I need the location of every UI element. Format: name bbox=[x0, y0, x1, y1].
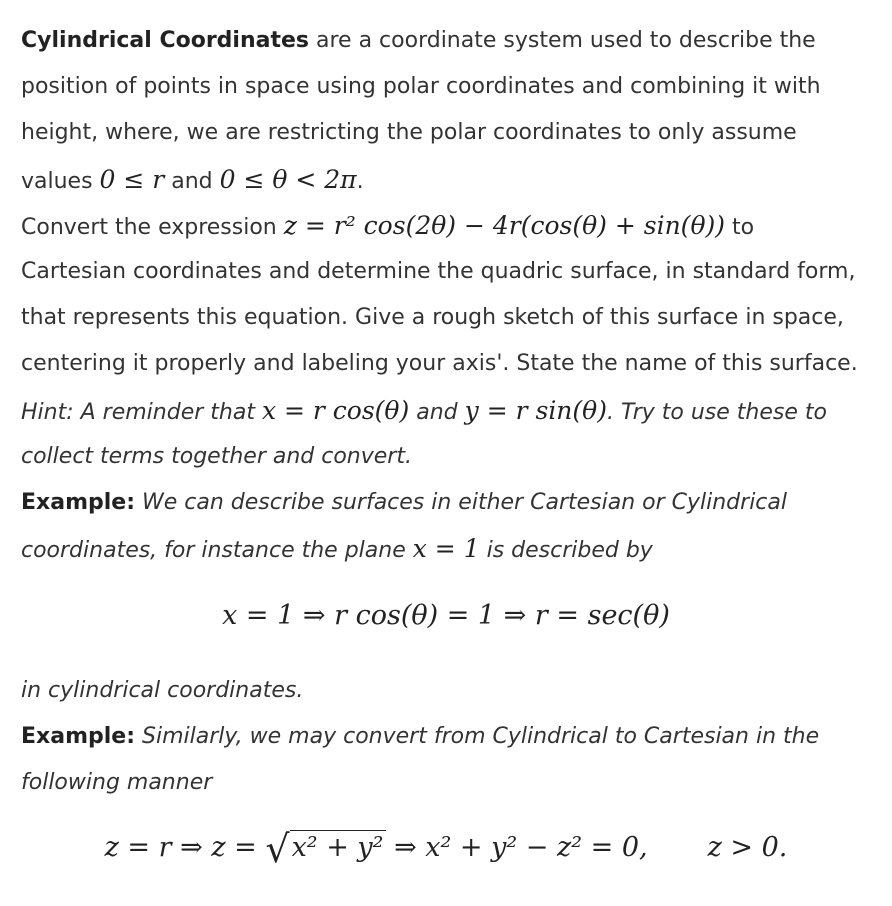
radical-sign-icon: √ bbox=[265, 827, 290, 871]
text: Hint: A reminder that bbox=[21, 399, 262, 425]
math-y-eq: y = r sin(θ) bbox=[464, 395, 607, 425]
math-plane: x = 1 bbox=[412, 534, 480, 564]
math-x-eq: x = r cos(θ) bbox=[261, 395, 410, 425]
example-2-line-1 bbox=[21, 714, 881, 760]
text: to bbox=[725, 214, 755, 240]
paragraph-2-line-3: that represents this equation. Give a rough sketch of this surface in space, bbox=[21, 305, 844, 331]
paragraph-1-line-4 bbox=[21, 157, 881, 203]
example-2-line-2: following manner bbox=[21, 770, 213, 796]
math-display-left: z = r ⇒ z = bbox=[104, 832, 266, 863]
text: Similarly, we may convert from Cylindrical to Cartesian in the bbox=[135, 724, 820, 750]
text: and bbox=[409, 399, 465, 425]
display-equation-1 bbox=[0, 600, 892, 631]
math-condition-r: 0 ≤ r bbox=[99, 164, 165, 194]
square-root bbox=[265, 827, 385, 871]
paragraph-1-line-1 bbox=[21, 18, 881, 64]
document-body-2 bbox=[21, 668, 881, 807]
text: coordinates, for instance the plane bbox=[21, 538, 413, 564]
example-1-after: in cylindrical coordinates. bbox=[21, 678, 304, 703]
text: Convert the expression bbox=[21, 214, 284, 240]
text: . bbox=[356, 168, 364, 194]
example-label: Example: bbox=[21, 489, 135, 515]
math-display-right: ⇒ x² + y² − z² = 0, bbox=[385, 832, 648, 863]
text: values bbox=[21, 168, 100, 194]
hint-line-1 bbox=[21, 388, 881, 434]
paragraph-1-line-3: height, where, we are restricting the polar coordinates to only assume bbox=[21, 120, 797, 146]
math-display-condition: z > 0. bbox=[707, 832, 788, 863]
paragraph-1-line-2: position of points in space using polar coordinates and combining it with bbox=[21, 74, 821, 100]
text: and bbox=[164, 168, 220, 194]
text: are a coordinate system used to describe the bbox=[309, 28, 816, 53]
paragraph-2-line-1 bbox=[21, 203, 881, 249]
math-condition-theta: 0 ≤ θ < 2π bbox=[219, 164, 357, 194]
document-body bbox=[21, 18, 881, 572]
example-1-line-1 bbox=[21, 480, 881, 526]
math-radicand: x² + y² bbox=[291, 832, 384, 863]
example-1-line-2 bbox=[21, 526, 881, 572]
paragraph-2-line-2: Cartesian coordinates and determine the quadric surface, in standard form, bbox=[21, 258, 856, 284]
text: . Try to use these to bbox=[606, 399, 827, 425]
display-equation-2 bbox=[0, 827, 892, 871]
paragraph-2-line-4: centering it properly and labeling your axis'. State the name of this surface. bbox=[21, 351, 858, 377]
term-cylindrical-coordinates: Cylindrical Coordinates bbox=[21, 28, 310, 53]
example-label: Example: bbox=[21, 724, 135, 750]
text: is described by bbox=[479, 538, 653, 564]
math-expression: z = r² cos(2θ) − 4r(cos(θ) + sin(θ)) bbox=[283, 210, 725, 240]
text: We can describe surfaces in either Cartesian or Cylindrical bbox=[135, 489, 787, 515]
hint-line-2: collect terms together and convert. bbox=[21, 443, 412, 469]
math-display: x = 1 ⇒ r cos(θ) = 1 ⇒ r = sec(θ) bbox=[222, 600, 670, 631]
